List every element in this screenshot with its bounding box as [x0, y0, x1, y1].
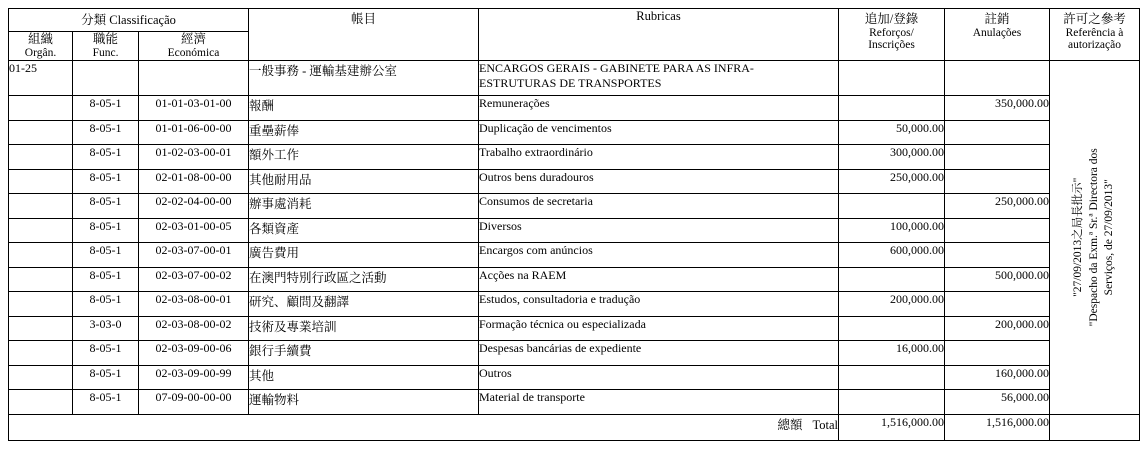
table-row: [9, 316, 1140, 341]
row-reinforce: 50,000.00: [839, 120, 945, 145]
header-classification-group: 分類 Classificação: [9, 9, 249, 32]
table-row: [9, 194, 1140, 219]
header-organ-cn: 組織: [27, 32, 53, 46]
header-func-cn: 職能: [92, 32, 118, 46]
row-func: 8-05-1: [73, 169, 139, 194]
entity-annul-blank: [945, 61, 1050, 96]
total-label: [9, 414, 839, 440]
row-rubrica: Remunerações: [479, 96, 839, 121]
row-account-cn: 在澳門特別行政區之活動: [249, 267, 479, 292]
header-econ: [139, 32, 249, 61]
row-account-cn: 研究、顧問及翻譯: [249, 292, 479, 317]
header-reinforcements-pt1: Reforços/: [869, 27, 914, 39]
row-func: 8-05-1: [73, 390, 139, 415]
row-organ: [9, 96, 73, 121]
total-label-cn: 總額: [777, 417, 803, 432]
row-annul: 56,000.00: [945, 390, 1050, 415]
header-reinforcements: [839, 9, 945, 61]
row-reinforce: 200,000.00: [839, 292, 945, 317]
table-row: [9, 267, 1140, 292]
row-annul: 200,000.00: [945, 316, 1050, 341]
row-organ: [9, 120, 73, 145]
row-func: 8-05-1: [73, 292, 139, 317]
header-econ-cn: 經濟: [180, 32, 206, 46]
row-func: 8-05-1: [73, 341, 139, 366]
authorization-note-line2: Serviços, de 27/09/2013": [1103, 179, 1116, 296]
row-econ: 01-01-06-00-00: [139, 120, 249, 145]
header-authorization-pt2: autorização: [1068, 39, 1121, 51]
header-authorization-pt1: Referência à: [1065, 27, 1124, 39]
header-func-pt: Func.: [92, 46, 119, 59]
row-econ: 01-01-03-01-00: [139, 96, 249, 121]
row-annul: [945, 145, 1050, 170]
authorization-cell: [1050, 61, 1140, 415]
row-func: 8-05-1: [73, 243, 139, 268]
header-annulments-pt: Anulações: [972, 27, 1022, 39]
row-rubrica: Despesas bancárias de expediente: [479, 341, 839, 366]
row-func: 3-03-0: [73, 316, 139, 341]
row-account-cn: 辦事處消耗: [249, 194, 479, 219]
row-rubrica: Trabalho extraordinário: [479, 145, 839, 170]
row-organ: [9, 390, 73, 415]
header-func: [73, 32, 139, 61]
row-annul: [945, 169, 1050, 194]
row-reinforce: [839, 267, 945, 292]
total-annul: 1,516,000.00: [945, 414, 1050, 440]
row-econ: 07-09-00-00-00: [139, 390, 249, 415]
row-func: 8-05-1: [73, 120, 139, 145]
row-reinforce: 300,000.00: [839, 145, 945, 170]
row-econ: 02-03-08-00-01: [139, 292, 249, 317]
row-organ: [9, 365, 73, 390]
row-func: 8-05-1: [73, 96, 139, 121]
row-reinforce: [839, 194, 945, 219]
entity-row: [9, 61, 1140, 96]
row-rubrica: Acções na RAEM: [479, 267, 839, 292]
row-account-cn: 廣告費用: [249, 243, 479, 268]
row-rubrica: Formação técnica ou especializada: [479, 316, 839, 341]
row-annul: [945, 218, 1050, 243]
row-account-cn: 其他耐用品: [249, 169, 479, 194]
authorization-note: [1071, 149, 1118, 327]
row-account-cn: 運輸物料: [249, 390, 479, 415]
table-row: [9, 365, 1140, 390]
row-annul: 160,000.00: [945, 365, 1050, 390]
row-econ: 01-02-03-00-01: [139, 145, 249, 170]
table-row: [9, 292, 1140, 317]
row-account-cn: 技術及專業培訓: [249, 316, 479, 341]
header-rubricas: Rubricas: [479, 9, 839, 61]
row-rubrica: Diversos: [479, 218, 839, 243]
row-organ: [9, 292, 73, 317]
entity-reinforce-blank: [839, 61, 945, 96]
row-organ: [9, 341, 73, 366]
header-authorization-cn: 許可之參考: [1063, 12, 1126, 26]
row-rubrica: Outros bens duradouros: [479, 169, 839, 194]
header-annulments: [945, 9, 1050, 61]
row-organ: [9, 169, 73, 194]
header-annulments-cn: 註銷: [984, 12, 1010, 26]
row-rubrica: Duplicação de vencimentos: [479, 120, 839, 145]
row-rubrica: Estudos, consultadoria e tradução: [479, 292, 839, 317]
header-reinforcements-cn: 追加/登錄: [864, 12, 919, 26]
table-row: [9, 145, 1140, 170]
budget-table-body: [9, 61, 1140, 441]
header-account-cn: 帳目: [249, 9, 479, 61]
row-annul: [945, 120, 1050, 145]
budget-sheet: [0, 8, 1148, 473]
row-annul: 250,000.00: [945, 194, 1050, 219]
entity-name-pt: [479, 61, 839, 96]
header-econ-pt: Económica: [167, 46, 220, 59]
entity-organ-code: 01-25: [9, 61, 73, 96]
row-econ: 02-03-09-00-06: [139, 341, 249, 366]
row-econ: 02-03-09-00-99: [139, 365, 249, 390]
row-reinforce: [839, 390, 945, 415]
entity-name-pt-line1: ENCARGOS GERAIS - GABINETE PARA AS INFRA-: [479, 61, 754, 76]
row-reinforce: 100,000.00: [839, 218, 945, 243]
row-func: 8-05-1: [73, 267, 139, 292]
total-row: [9, 414, 1140, 440]
table-row: [9, 96, 1140, 121]
row-annul: [945, 341, 1050, 366]
table-row: [9, 120, 1140, 145]
row-reinforce: [839, 316, 945, 341]
row-reinforce: 600,000.00: [839, 243, 945, 268]
row-econ: 02-03-08-00-02: [139, 316, 249, 341]
row-organ: [9, 218, 73, 243]
table-row: [9, 341, 1140, 366]
row-econ: 02-03-07-00-01: [139, 243, 249, 268]
row-organ: [9, 316, 73, 341]
row-organ: [9, 194, 73, 219]
row-annul: [945, 292, 1050, 317]
row-reinforce: 16,000.00: [839, 341, 945, 366]
header-row-group: [9, 9, 1140, 32]
entity-name-pt-line2: ESTRUTURAS DE TRANSPORTES: [479, 76, 662, 91]
table-row: [9, 169, 1140, 194]
row-rubrica: Material de transporte: [479, 390, 839, 415]
row-organ: [9, 145, 73, 170]
row-organ: [9, 243, 73, 268]
authorization-note-line1: "Despacho da Exm.ª Sr.ª Directora dos: [1087, 148, 1100, 327]
row-econ: 02-03-01-00-05: [139, 218, 249, 243]
row-func: 8-05-1: [73, 218, 139, 243]
table-row: [9, 243, 1140, 268]
header-authorization: [1050, 9, 1140, 61]
row-reinforce: [839, 365, 945, 390]
row-reinforce: [839, 96, 945, 121]
row-func: 8-05-1: [73, 145, 139, 170]
table-row: [9, 218, 1140, 243]
total-reinforce: 1,516,000.00: [839, 414, 945, 440]
row-annul: [945, 243, 1050, 268]
row-reinforce: 250,000.00: [839, 169, 945, 194]
row-econ: 02-01-08-00-00: [139, 169, 249, 194]
row-account-cn: 各類資產: [249, 218, 479, 243]
header-organ-pt: Orgân.: [24, 46, 57, 59]
row-annul: 350,000.00: [945, 96, 1050, 121]
total-authorization-blank: [1050, 414, 1140, 440]
row-organ: [9, 267, 73, 292]
entity-func-blank: [73, 61, 139, 96]
header-organ: [9, 32, 73, 61]
row-econ: 02-02-04-00-00: [139, 194, 249, 219]
row-rubrica: Outros: [479, 365, 839, 390]
budget-table: [8, 8, 1140, 441]
row-account-cn: 其他: [249, 365, 479, 390]
row-annul: 500,000.00: [945, 267, 1050, 292]
table-row: [9, 390, 1140, 415]
header-reinforcements-pt2: Inscrições: [868, 39, 915, 51]
row-func: 8-05-1: [73, 365, 139, 390]
entity-name-cn: 一般事務 - 運輸基建辦公室: [249, 61, 479, 96]
authorization-rotated-wrap: [1050, 61, 1139, 414]
row-rubrica: Encargos com anúncios: [479, 243, 839, 268]
row-account-cn: 銀行手續費: [249, 341, 479, 366]
row-func: 8-05-1: [73, 194, 139, 219]
row-account-cn: 重壘薪俸: [249, 120, 479, 145]
row-econ: 02-03-07-00-02: [139, 267, 249, 292]
authorization-note-cn: "27/09/2013之局長批示": [1072, 177, 1085, 298]
row-account-cn: 額外工作: [249, 145, 479, 170]
row-rubrica: Consumos de secretaria: [479, 194, 839, 219]
total-label-pt: Total: [812, 417, 838, 432]
entity-econ-blank: [139, 61, 249, 96]
row-account-cn: 報酬: [249, 96, 479, 121]
